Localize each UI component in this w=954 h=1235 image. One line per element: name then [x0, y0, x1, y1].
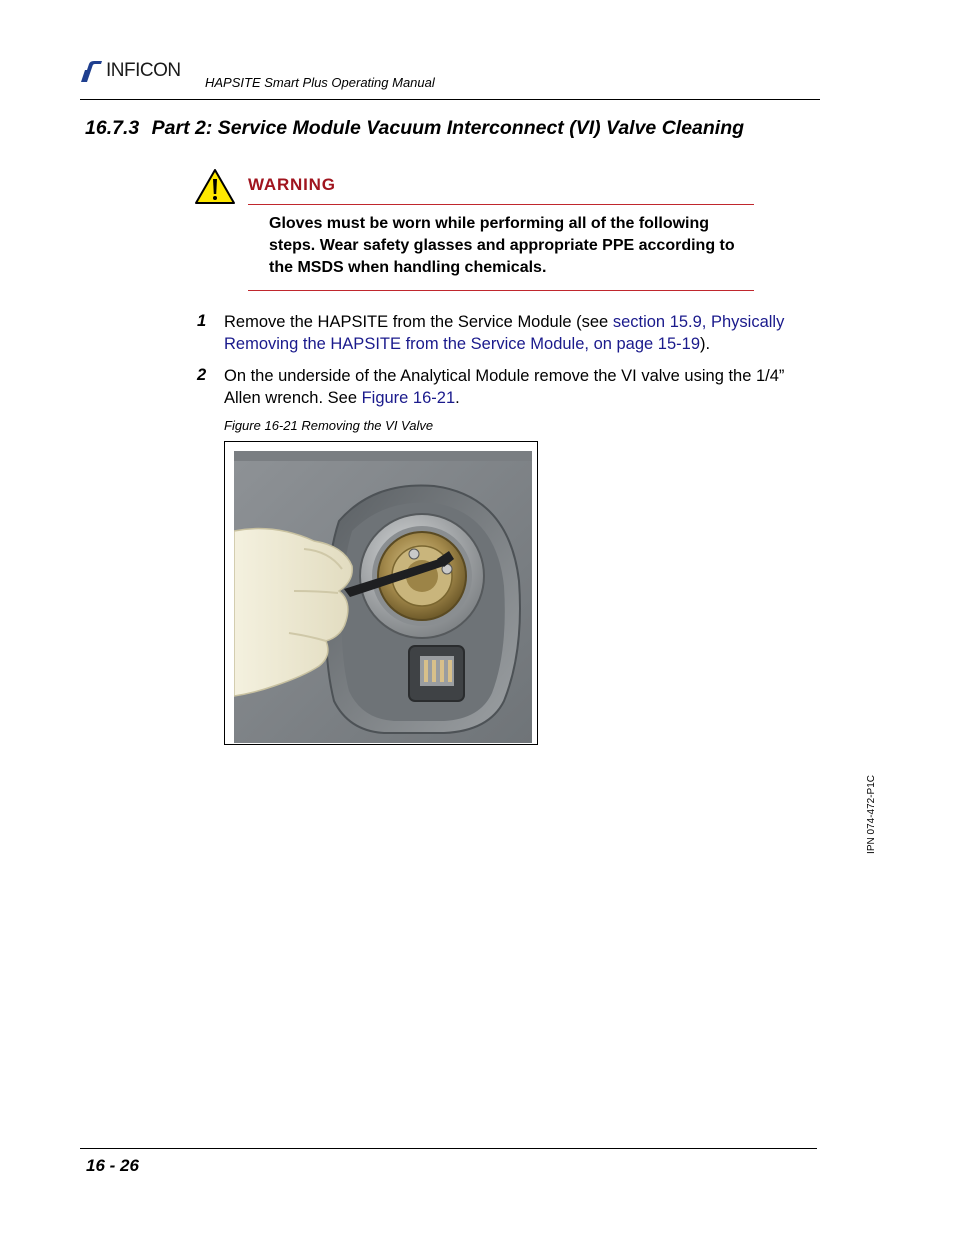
- figure-caption: Figure 16-21 Removing the VI Valve: [224, 418, 434, 433]
- inficon-logo-icon: [80, 58, 104, 84]
- step-text-after: .: [455, 389, 460, 407]
- page-number: 16 - 26: [86, 1156, 139, 1175]
- footer-divider: [80, 1148, 817, 1149]
- warning-bottom-rule: [248, 290, 754, 291]
- vi-valve-photo: [234, 451, 532, 743]
- step-text: [224, 365, 819, 409]
- header-divider: [80, 99, 820, 100]
- step-text-before: Remove the HAPSITE from the Service Module (see: [224, 313, 613, 331]
- section-number: 16.7.3: [85, 117, 140, 139]
- manual-title: HAPSITE Smart Plus Operating Manual: [205, 75, 435, 90]
- warning-text: Gloves must be worn while performing all of the following steps. Wear safety glasses and appropriate PPE according to the MSDS when handling chemicals.: [269, 215, 735, 276]
- step-text-before: On the underside of the Analytical Module remove the VI valve using the 1/4” Allen wrench. See: [224, 367, 785, 407]
- warning-label: WARNING: [248, 175, 336, 194]
- inficon-logo: [80, 58, 200, 84]
- step-number: 2: [197, 366, 207, 384]
- warning-top-rule: [248, 204, 754, 205]
- warning-triangle-icon: [194, 168, 236, 206]
- figure-16-21-link[interactable]: Figure 16-21: [361, 389, 456, 407]
- section-title: Part 2: Service Module Vacuum Interconnect (VI) Valve Cleaning: [151, 117, 745, 139]
- step-text-after: ).: [700, 335, 711, 353]
- figure-frame: [224, 441, 538, 745]
- section-15-9-link[interactable]: section 15.9, Physically Removing the HAPSITE from the Service Module, on page 15-19: [224, 313, 785, 353]
- step-text: [224, 311, 819, 355]
- ipn-note: IPN 074-472-P1C: [866, 775, 877, 854]
- section-heading: [85, 117, 744, 140]
- step-number: 1: [197, 312, 207, 330]
- brand-name: INFICON: [106, 60, 181, 81]
